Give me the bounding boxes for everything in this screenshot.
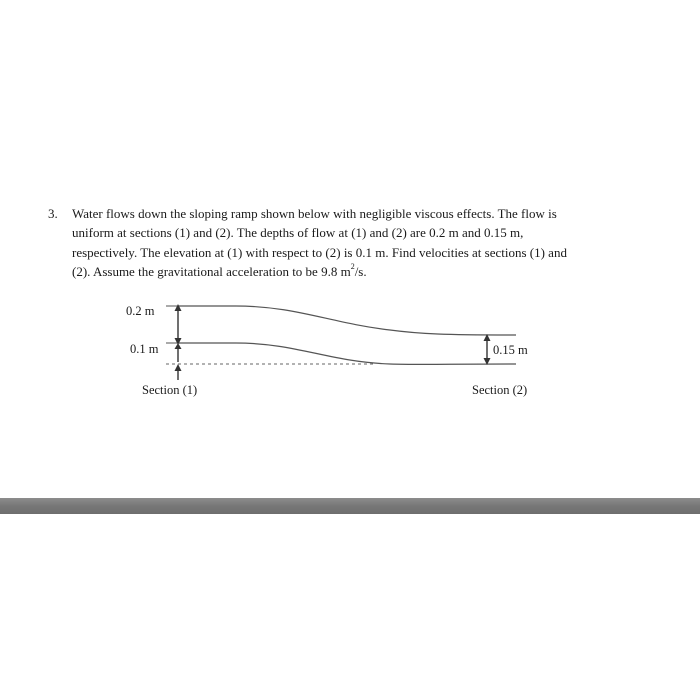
depth-2-dimension-arrow — [484, 334, 491, 365]
label-depth-2: 0.15 m — [493, 343, 528, 357]
exponent: 2 — [350, 261, 355, 271]
label-depth-1: 0.2 m — [126, 304, 155, 318]
problem-number: 3. — [48, 206, 58, 221]
water-surface-line — [178, 306, 516, 335]
problem-line-2: uniform at sections (1) and (2). The depths of flow at (1) and (2) are 0.2 m and 0.15 m, — [72, 225, 524, 241]
label-section-2: Section (2) — [472, 383, 528, 397]
problem-line-1: Water flows down the sloping ramp shown below with negligible viscous effects. The flow is — [72, 206, 557, 221]
label-section-1: Section (1) — [142, 383, 198, 397]
datum-up-arrow — [175, 364, 182, 380]
elevation-dimension-arrow — [175, 343, 182, 362]
channel-bed-line — [178, 343, 516, 364]
depth-1-dimension-arrow — [175, 304, 182, 345]
problem-line-3: respectively. The elevation at (1) with respect to (2) is 0.1 m. Find velocities at sections (1) and — [72, 244, 567, 260]
horizontal-divider-bar — [0, 498, 700, 514]
problem-line-4-main: (2). Assume the gravitational acceleration to be 9.8 m — [72, 264, 351, 280]
problem-line-4-unit: /s. — [354, 264, 367, 280]
label-elevation: 0.1 m — [130, 342, 159, 356]
